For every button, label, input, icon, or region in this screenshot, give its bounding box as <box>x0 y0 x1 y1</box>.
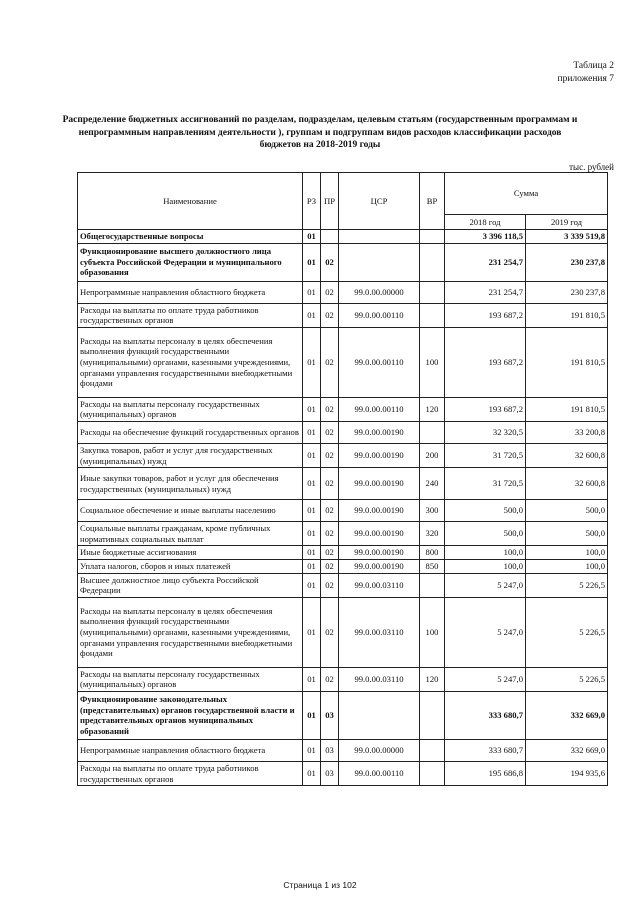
cell-2018: 5 247,0 <box>445 597 526 667</box>
table-row <box>78 303 608 327</box>
table-row <box>78 573 608 597</box>
cell-csr: 99.0.00.03110 <box>339 597 420 667</box>
cell-name: Расходы на обеспечение функций государственных органов <box>78 421 303 443</box>
cell-rz: 01 <box>303 230 321 244</box>
cell-2018: 5 247,0 <box>445 573 526 597</box>
cell-vr <box>420 303 445 327</box>
cell-vr: 120 <box>420 667 445 691</box>
cell-rz: 01 <box>303 281 321 303</box>
cell-vr <box>420 230 445 244</box>
cell-rz: 01 <box>303 327 321 397</box>
header-vr: ВР <box>420 173 445 230</box>
cell-vr: 300 <box>420 500 445 522</box>
cell-2019: 230 237,8 <box>526 281 608 303</box>
cell-name: Общегосударственные вопросы <box>78 230 303 244</box>
cell-2019: 191 810,5 <box>526 327 608 397</box>
cell-name: Расходы на выплаты персоналу в целях обеспечения выполнения функций государственными (муниципальными) органами, казенными учреждениями, органами управления государственными внебюджетными фондами <box>78 327 303 397</box>
cell-rz: 01 <box>303 573 321 597</box>
table-row <box>78 522 608 546</box>
cell-rz: 01 <box>303 500 321 522</box>
header-sum: Сумма <box>445 173 608 215</box>
cell-pr: 02 <box>321 500 339 522</box>
table-row <box>78 739 608 761</box>
appendix-number: приложения 7 <box>557 74 614 84</box>
table-row <box>78 597 608 667</box>
cell-csr <box>339 243 420 281</box>
table-row <box>78 443 608 467</box>
cell-csr: 99.0.00.03110 <box>339 573 420 597</box>
cell-2019: 5 226,5 <box>526 573 608 597</box>
table-row <box>78 327 608 397</box>
cell-2018: 100,0 <box>445 559 526 573</box>
cell-csr: 99.0.00.00190 <box>339 468 420 500</box>
cell-2019: 3 339 519,8 <box>526 230 608 244</box>
cell-csr: 99.0.00.00110 <box>339 761 420 785</box>
cell-rz: 01 <box>303 739 321 761</box>
cell-rz: 01 <box>303 546 321 560</box>
cell-2018: 100,0 <box>445 546 526 560</box>
cell-name: Социальное обеспечение и иные выплаты населению <box>78 500 303 522</box>
cell-pr: 02 <box>321 559 339 573</box>
cell-pr: 02 <box>321 443 339 467</box>
cell-2018: 193 687,2 <box>445 303 526 327</box>
cell-name: Высшее должностное лицо субъекта Российской Федерации <box>78 573 303 597</box>
page-footer: Страница 1 из 102 <box>283 880 357 890</box>
table-row <box>78 397 608 421</box>
cell-vr: 100 <box>420 597 445 667</box>
header-year-2019: 2019 год <box>526 215 608 230</box>
cell-csr: 99.0.00.00000 <box>339 739 420 761</box>
cell-rz: 01 <box>303 522 321 546</box>
cell-vr: 850 <box>420 559 445 573</box>
cell-2019: 500,0 <box>526 500 608 522</box>
cell-pr: 02 <box>321 468 339 500</box>
cell-csr: 99.0.00.00190 <box>339 421 420 443</box>
cell-rz: 01 <box>303 761 321 785</box>
cell-vr <box>420 243 445 281</box>
header-rz: РЗ <box>303 173 321 230</box>
cell-rz: 01 <box>303 421 321 443</box>
cell-pr: 02 <box>321 303 339 327</box>
cell-2019: 191 810,5 <box>526 303 608 327</box>
cell-rz: 01 <box>303 691 321 739</box>
cell-csr: 99.0.00.00110 <box>339 303 420 327</box>
cell-2018: 31 720,5 <box>445 468 526 500</box>
cell-rz: 01 <box>303 303 321 327</box>
cell-rz: 01 <box>303 443 321 467</box>
cell-name: Социальные выплаты гражданам, кроме публичных нормативных социальных выплат <box>78 522 303 546</box>
cell-pr: 02 <box>321 597 339 667</box>
cell-vr <box>420 421 445 443</box>
cell-vr: 240 <box>420 468 445 500</box>
table-row <box>78 559 608 573</box>
table-row <box>78 468 608 500</box>
cell-rz: 01 <box>303 243 321 281</box>
cell-csr: 99.0.00.00000 <box>339 281 420 303</box>
budget-table-body <box>78 230 608 786</box>
cell-name: Иные закупки товаров, работ и услуг для обеспечения государственных (муниципальных) нужд <box>78 468 303 500</box>
cell-name: Функционирование законодательных (представительных) органов государственной власти и представительных органов муниципальных образований <box>78 691 303 739</box>
unit-label: тыс. рублей <box>569 162 614 172</box>
cell-rz: 01 <box>303 559 321 573</box>
cell-2019: 5 226,5 <box>526 667 608 691</box>
cell-vr <box>420 573 445 597</box>
cell-name: Расходы на выплаты персоналу в целях обеспечения выполнения функций государственными (муниципальными) органами, казенными учреждениями, органами управления государственными внебюджетными фондами <box>78 597 303 667</box>
cell-2019: 100,0 <box>526 546 608 560</box>
cell-2018: 5 247,0 <box>445 667 526 691</box>
cell-name: Закупка товаров, работ и услуг для государственных (муниципальных) нужд <box>78 443 303 467</box>
table-number: Таблица 2 <box>573 61 614 71</box>
cell-2018: 500,0 <box>445 522 526 546</box>
table-row <box>78 667 608 691</box>
cell-2019: 33 200,8 <box>526 421 608 443</box>
cell-csr: 99.0.00.00190 <box>339 443 420 467</box>
cell-2019: 32 600,8 <box>526 468 608 500</box>
cell-name: Расходы на выплаты персоналу государственных (муниципальных) органов <box>78 397 303 421</box>
cell-csr: 99.0.00.00110 <box>339 397 420 421</box>
cell-name: Иные бюджетные ассигнования <box>78 546 303 560</box>
cell-pr: 02 <box>321 421 339 443</box>
cell-vr: 200 <box>420 443 445 467</box>
cell-pr: 02 <box>321 281 339 303</box>
cell-csr: 99.0.00.00190 <box>339 522 420 546</box>
cell-2019: 191 810,5 <box>526 397 608 421</box>
cell-pr: 02 <box>321 397 339 421</box>
cell-pr: 02 <box>321 573 339 597</box>
table-row <box>78 421 608 443</box>
cell-csr <box>339 230 420 244</box>
cell-vr <box>420 761 445 785</box>
cell-2019: 5 226,5 <box>526 597 608 667</box>
cell-csr: 99.0.00.00190 <box>339 500 420 522</box>
cell-2018: 231 254,7 <box>445 243 526 281</box>
budget-table <box>77 172 608 786</box>
cell-vr: 100 <box>420 327 445 397</box>
table-row <box>78 500 608 522</box>
cell-2018: 3 396 118,5 <box>445 230 526 244</box>
cell-name: Расходы на выплаты по оплате труда работников государственных органов <box>78 761 303 785</box>
table-row <box>78 761 608 785</box>
cell-vr <box>420 281 445 303</box>
cell-pr: 02 <box>321 546 339 560</box>
cell-2018: 31 720,5 <box>445 443 526 467</box>
cell-name: Расходы на выплаты персоналу государственных (муниципальных) органов <box>78 667 303 691</box>
cell-2018: 193 687,2 <box>445 397 526 421</box>
table-row <box>78 230 608 244</box>
header-pr: ПР <box>321 173 339 230</box>
cell-name: Функционирование высшего должностного лица субъекта Российской Федерации и муниципального образования <box>78 243 303 281</box>
cell-2018: 231 254,7 <box>445 281 526 303</box>
document-title: Распределение бюджетных ассигнований по разделам, подразделам, целевым статьям (государственным программам и непрограммным направлениям деятельности ), группам и подгруппам видов расходов классификации расходов бюджетов на 2018-2019 годы <box>62 115 578 150</box>
cell-rz: 01 <box>303 397 321 421</box>
cell-pr: 03 <box>321 691 339 739</box>
cell-pr: 02 <box>321 522 339 546</box>
cell-pr: 02 <box>321 667 339 691</box>
cell-csr: 99.0.00.00190 <box>339 546 420 560</box>
cell-vr: 320 <box>420 522 445 546</box>
table-row <box>78 281 608 303</box>
cell-pr: 03 <box>321 739 339 761</box>
cell-pr <box>321 230 339 244</box>
cell-pr: 02 <box>321 327 339 397</box>
cell-2019: 32 600,8 <box>526 443 608 467</box>
table-row <box>78 546 608 560</box>
header-name: Наименование <box>78 173 303 230</box>
header-year-2018: 2018 год <box>445 215 526 230</box>
cell-2018: 195 686,8 <box>445 761 526 785</box>
cell-2019: 230 237,8 <box>526 243 608 281</box>
cell-name: Непрограммные направления областного бюджета <box>78 739 303 761</box>
cell-2018: 333 680,7 <box>445 739 526 761</box>
header-csr: ЦСР <box>339 173 420 230</box>
cell-vr: 800 <box>420 546 445 560</box>
cell-2018: 193 687,2 <box>445 327 526 397</box>
cell-vr <box>420 691 445 739</box>
cell-name: Уплата налогов, сборов и иных платежей <box>78 559 303 573</box>
cell-name: Расходы на выплаты по оплате труда работников государственных органов <box>78 303 303 327</box>
appendix-label <box>558 60 615 86</box>
cell-csr: 99.0.00.00110 <box>339 327 420 397</box>
cell-2018: 333 680,7 <box>445 691 526 739</box>
cell-name: Непрограммные направления областного бюджета <box>78 281 303 303</box>
cell-2018: 32 320,5 <box>445 421 526 443</box>
cell-csr: 99.0.00.00190 <box>339 559 420 573</box>
cell-2018: 500,0 <box>445 500 526 522</box>
cell-vr <box>420 739 445 761</box>
cell-2019: 332 669,0 <box>526 739 608 761</box>
cell-rz: 01 <box>303 468 321 500</box>
cell-csr: 99.0.00.03110 <box>339 667 420 691</box>
cell-2019: 332 669,0 <box>526 691 608 739</box>
table-row <box>78 243 608 281</box>
cell-rz: 01 <box>303 667 321 691</box>
cell-rz: 01 <box>303 597 321 667</box>
cell-vr: 120 <box>420 397 445 421</box>
cell-pr: 03 <box>321 761 339 785</box>
cell-2019: 100,0 <box>526 559 608 573</box>
cell-csr <box>339 691 420 739</box>
cell-2019: 500,0 <box>526 522 608 546</box>
cell-pr: 02 <box>321 243 339 281</box>
table-row <box>78 691 608 739</box>
cell-2019: 194 935,6 <box>526 761 608 785</box>
